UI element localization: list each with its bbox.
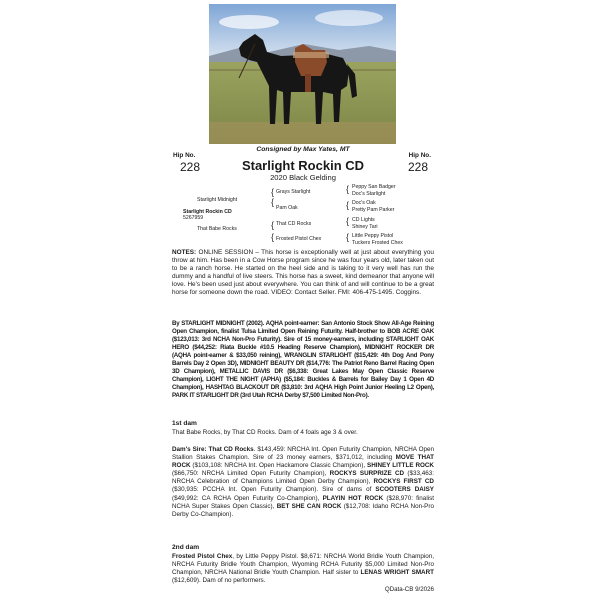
black-gelding-with-saddle-photo-icon: [209, 4, 396, 144]
pedigree-g1: Peppy San Badger: [352, 184, 396, 190]
horse-description: 2020 Black Gelding: [270, 173, 336, 182]
consignor-line: Consigned by Max Yates, MT: [256, 146, 350, 153]
qdata-footer: QData-CB 9/2026: [384, 586, 434, 593]
pedigree-g3: Doc's Oak: [352, 200, 376, 206]
hip-label-right: Hip No.: [408, 152, 431, 159]
pedigree-dam: That Babe Rocks: [197, 226, 237, 232]
hip-label-left: Hip No.: [173, 152, 196, 159]
pedigree-g2: Doc's Starlight: [352, 191, 386, 197]
horse-photo: [209, 4, 396, 144]
notes-label: NOTES:: [172, 249, 197, 256]
hip-number-left: 228: [180, 160, 201, 174]
pedigree-dam-sire: That CD Rocks: [276, 221, 312, 227]
second-dam-heading: 2nd dam: [172, 544, 200, 551]
pedigree-subject: Starlight Rockin CD: [183, 209, 232, 215]
dams-sire-paragraph: Dam's Sire: That CD Rocks. $143,459: NRCHA Int. Open Futurity Champion, NRCHA Open Stallion Stakes Champion. Sire of 23 money earners, $371,012, including MOVE THAT ROCK ($103,108: NRCHA Int. Open Hackamore Classic Champion), SHINEY LITTLE ROCK ($66,750: NRCHA Limited Open Futurity Champion), ROCKYS SURPRIZE CD ($33,463: NRCHA Celebration of Champions Limited Open Derby Champion), ROCKYS FIRST CD ($30,935: PCCHA Int. Open Futurity Champion). Sire of dams of SCOOTERS DAISY ($49,992: CA RCHA Open Futurity Co-Champion), PLAYIN HOT ROCK ($28,970: finalist NCHA Super Stakes Open Classic), BET SHE CAN ROCK ($12,708: Idaho RCHA Non-Pro Derby Co-Champion).: [172, 446, 435, 518]
first-dam-heading: 1st dam: [172, 420, 197, 427]
pedigree-g7: Little Peppy Pistol: [352, 233, 394, 239]
notes-paragraph: [172, 249, 434, 298]
pedigree-sire: Starlight Midnight: [197, 197, 238, 203]
pedigree-sire-sire: Grays Starlight: [276, 189, 311, 195]
pedigree-g6: Shiney Tari: [352, 224, 378, 230]
pedigree-g8: Tuckers Frosted Chex: [352, 240, 403, 246]
hip-number-right: 228: [407, 160, 428, 174]
pedigree-dam-dam: Frosted Pistol Chex: [276, 236, 322, 242]
first-dam-text: That Babe Rocks, by That CD Rocks. Dam of 4 foals age 3 & over.: [172, 429, 358, 436]
pedigree-subject-reg: 5267959: [183, 215, 204, 221]
notes-text: ONLINE SESSION – This horse is exceptionally well at just about everything you throw at him. Has been in a Cow Horse program since he was four years old, later taken out to be a ranch horse. He started on the heel side and is taking to it very well has run the dummy and a handful of live steers. This horse has a sweet, kind demeanor that anyone will love. He's been used just about everywhere. You can think of and will continue to be a great horse for someone down the road. VIDEO: Contact Seller. FMI: 406-475-1495. Coggins.: [172, 249, 434, 297]
pedigree-sire-dam: Pam Oak: [276, 205, 298, 211]
pedigree-g5: CD Lights: [352, 217, 375, 223]
pedigree-g4: Pretty Pam Parker: [352, 207, 395, 213]
second-dam-paragraph: Frosted Pistol Chex, by Little Peppy Pistol. $8,671: NRCHA World Bridle Youth Champion, NRCHA Futurity Bridle Youth Champion, Wyoming RCHA Futurity $5,000 Limited Non-Pro Champion, NRCHA National Bridle Youth Champion. Half sister to LENAS WRIGHT SMART ($12,609). Dam of no performers.: [172, 553, 435, 585]
catalog-page: Consigned by Max Yates, MT Hip No. 228 Hip No. 228 Starlight Rockin CD 2020 Black Gelding Starlight Midnight Starlight Rockin CD 5267959 That Babe Rocks { { { { Grays Starlight Pam Oak That CD Rocks Frosted Pistol Chex { { { { Peppy San Badger Doc's Starlight Doc's Oak Pretty Pam Parker CD Lights Shiney Tari Little Peppy Pistol Tuckers Frosted Chex NOTES: ONLINE SESSION – This horse is exceptionally well at just about everything you throw at him. Has been in a Cow Horse program since he was four years old, later taken out to be a ranch horse. He started on the heel side and is taking to it very well has run the dummy and a handful of live steers. This horse has a sweet, kind demeanor that anyone will love. He's been used just about everywhere. You can think of and will continue to be a great horse for someone down the road. VIDEO: Contact Seller. FMI: 406-475-1495. Coggins. By STARLIGHT MIDNIGHT (2002). AQHA point-earner: San Antonio Stock Show All-Age Reining Open Champion, finalist Tulsa Limited Open Reining Futurity. Half-brother to BOB ACRE OAK ($123,013: 3rd NCHA Non-Pro Futurity). Sire of 15 money-earners, including STARLIGHT OAK HERO ($44,252: Riata Buckle #10.5 Heading Reserve Champion), MIDNIGHT ROCKER DR (AQHA point-earner & $33,050 reining), WRANGLIN STARLIGHT ($15,429: 4th Dog And Pony Barrels Day 2 Open 3D), MIDNIGHT BEAUTY DR ($14,776: The Patriot Reno Barrel Racing Open 3D Champion), METALLIC DAVIS DR ($6,338: Great Lakes May Open Classic Reserve Champion), LIGHT THE NIGHT (APHA) ($5,184: Buckles & Barrels for Bailey Day 1 Open 4D Champion), HASHTAG BLACKOUT DR ($3,810: 3rd AQHA High Point Junior Heeling L2 Open), PARK IT STARLIGHT DR (3rd Utah RCHA Derby $7,500 Limited Non-Pro). 1st dam That Babe Rocks, by That CD Rocks. Dam of 4 foals age 3 & over. Dam's Sire: That CD Rocks. $143,459: NRCHA Int. Open Futurity Champion, NRCHA Open Stallion Stakes Champion. Sire of 23 money earners, $371,012, including MOVE THAT ROCK ($103,108: NRCHA Int. Open Hackamore Classic Champion), SHINEY LITTLE ROCK ($66,750: NRCHA Limited Open Futurity Champion), ROCKYS SURPRIZE CD ($33,463: NRCHA Celebration of Champions Limited Open Derby Champion), ROCKYS FIRST CD ($30,935: PCCHA Int. Open Futurity Champion). Sire of dams of SCOOTERS DAISY ($49,992: CA RCHA Open Futurity Co-Champion), PLAYIN HOT ROCK ($28,970: finalist NCHA Super Stakes Open Classic), BET SHE CAN ROCK ($12,708: Idaho RCHA Non-Pro Derby Co-Champion). 2nd dam Frosted Pistol Chex, by Little Peppy Pistol. $8,671: NRCHA World Bridle Youth Champion, NRCHA Futurity Bridle Youth Champion, Wyoming RCHA Futurity $5,000 Limited Non-Pro Champion, NRCHA National Bridle Youth Champion. Half sister to LENAS WRIGHT SMART ($12,609). Dam of no performers. QData-CB 9/2026: [172, 0, 434, 600]
horse-name: Starlight Rockin CD: [241, 158, 365, 173]
sire-paragraph: By STARLIGHT MIDNIGHT (2002). AQHA point-earner: San Antonio Stock Show All-Age Reining Open Champion, finalist Tulsa Limited Open Reining Futurity. Half-brother to BOB ACRE OAK ($123,013: 3rd NCHA Non-Pro Futurity). Sire of 15 money-earners, including STARLIGHT OAK HERO ($44,252: Riata Buckle #10.5 Heading Reserve Champion), MIDNIGHT ROCKER DR (AQHA point-earner & $33,050 reining), WRANGLIN STARLIGHT ($15,429: 4th Dog And Pony Barrels Day 2 Open 3D), MIDNIGHT BEAUTY DR ($14,776: The Patriot Reno Barrel Racing Open 3D Champion), METALLIC DAVIS DR ($6,338: Great Lakes May Open Classic Reserve Champion), LIGHT THE NIGHT (APHA) ($5,184: Buckles & Barrels for Bailey Day 1 Open 4D Champion), HASHTAG BLACKOUT DR ($3,810: 3rd AQHA High Point Junior Heeling L2 Open), PARK IT STARLIGHT DR (3rd Utah RCHA Derby $7,500 Limited Non-Pro).: [172, 320, 434, 399]
